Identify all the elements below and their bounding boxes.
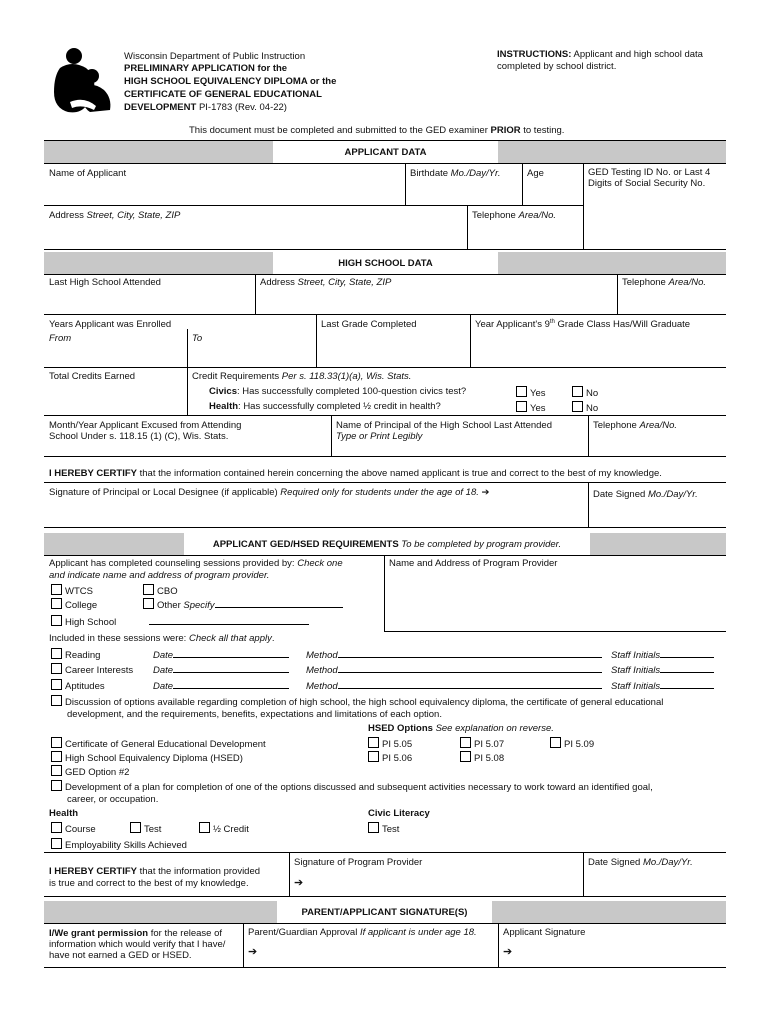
parent-signature-heading: PARENT/APPLICANT SIGNATURE(S)	[301, 907, 468, 918]
to-label: To	[192, 333, 203, 344]
aptitudes-checkbox[interactable]: Aptitudes	[51, 679, 105, 692]
provider-date-label: Date Signed Mo./Day/Yr.	[588, 857, 693, 868]
from-label: From	[49, 333, 72, 344]
applicant-data-heading: APPLICANT DATA	[344, 147, 427, 158]
applicant-name-label: Name of Applicant	[49, 168, 127, 179]
other-checkbox[interactable]: Other Specify	[143, 598, 343, 611]
hs-telephone-label: Telephone Area/No.	[622, 277, 706, 288]
provider-certify-statement: I HEREBY CERTIFY that the information provided	[49, 866, 261, 877]
principal-signature-label: Signature of Principal or Local Designee (if applicable) Required only for students under the age of 18. ➔	[49, 487, 490, 498]
principal-name-note: Type or Print Legibly	[336, 431, 423, 442]
birthdate-label: Birthdate Mo./Day/Yr.	[410, 168, 501, 179]
health-heading: Health	[49, 808, 79, 819]
civics-yes-checkbox[interactable]: Yes	[516, 386, 546, 399]
parent-approval-label: Parent/Guardian Approval If applicant is under age 18.	[248, 927, 477, 938]
hsed-diploma-checkbox[interactable]: High School Equivalency Diploma (HSED)	[51, 751, 243, 764]
excused-label-2: School Under s. 118.15 (1) (C), Wis. Stats.	[49, 431, 229, 442]
aptitudes-method-field[interactable]: Method	[306, 679, 602, 692]
principal-telephone-label: Telephone Area/No.	[593, 420, 677, 431]
reading-method-field[interactable]: Method	[306, 648, 602, 661]
instructions: INSTRUCTIONS: Applicant and high school data	[497, 49, 703, 60]
included-label: Included in these sessions were: Check all that apply.	[49, 633, 275, 644]
grant-permission-statement: I/We grant permission for the release of	[49, 928, 223, 939]
last-hs-label: Last High School Attended	[49, 277, 161, 288]
cbo-checkbox[interactable]: CBO	[143, 584, 178, 597]
half-credit-checkbox[interactable]: ½ Credit	[199, 822, 249, 835]
counseling-label-2: and indicate name and address of program provider.	[49, 570, 270, 581]
employability-checkbox[interactable]: Employability Skills Achieved	[51, 838, 187, 851]
provider-signature-label: Signature of Program Provider	[294, 857, 423, 868]
wtcs-checkbox[interactable]: WTCS	[51, 584, 93, 597]
excused-label: Month/Year Applicant Excused from Attending	[49, 420, 242, 431]
arrow-icon: ➔	[503, 946, 513, 958]
grant-permission-2: information which would verify that I have/	[49, 939, 226, 950]
pi-507-checkbox[interactable]: PI 5.07	[460, 737, 504, 750]
reading-date-field[interactable]: Date	[153, 648, 289, 661]
applicant-signature-label: Applicant Signature	[503, 927, 586, 938]
principal-name-label: Name of Principal of the High School Last Attended	[336, 420, 552, 431]
counseling-label: Applicant has completed counseling sessions provided by: Check one	[49, 558, 343, 569]
pi-509-checkbox[interactable]: PI 5.09	[550, 737, 594, 750]
arrow-icon: ➔	[481, 487, 490, 498]
health-yes-checkbox[interactable]: Yes	[516, 401, 546, 414]
dpi-logo	[50, 46, 116, 116]
submission-notice: This document must be completed and submitted to the GED examiner PRIOR to testing.	[189, 125, 565, 136]
hs-certify-statement: I HEREBY CERTIFY that the information contained herein concerning the above named applicant is true and correct to the best of my knowledge.	[49, 468, 662, 479]
form-title-4: DEVELOPMENT PI-1783 (Rev. 04-22)	[124, 102, 287, 113]
career-initials-field[interactable]: Staff Initials	[611, 663, 714, 676]
principal-date-label: Date Signed Mo./Day/Yr.	[593, 489, 698, 500]
years-enrolled-label: Years Applicant was Enrolled	[49, 319, 172, 330]
provider-label: Name and Address of Program Provider	[389, 558, 558, 569]
form-title-1: PRELIMINARY APPLICATION for the	[124, 63, 288, 74]
hsed-options-label: HSED Options See explanation on reverse.	[368, 723, 554, 734]
form-title-2: HIGH SCHOOL EQUIVALENCY DIPLOMA or the	[124, 76, 337, 87]
discussion-text-2: development, and the requirements, benefits, expectations and limitations of each option.	[67, 709, 442, 720]
career-date-field[interactable]: Date	[153, 663, 289, 676]
aptitudes-date-field[interactable]: Date	[153, 679, 289, 692]
reading-initials-field[interactable]: Staff Initials	[611, 648, 714, 661]
high-school-data-heading: HIGH SCHOOL DATA	[338, 258, 433, 269]
plan-checkbox[interactable]: Development of a plan for completion of one of the options discussed and subsequent activities necessary to work toward an identified goal,	[51, 780, 653, 793]
aptitudes-initials-field[interactable]: Staff Initials	[611, 679, 714, 692]
credits-earned-label: Total Credits Earned	[49, 371, 136, 382]
plan-text-2: career, or occupation.	[67, 794, 159, 805]
college-checkbox[interactable]: College	[51, 598, 97, 611]
high-school-checkbox[interactable]: High School	[51, 615, 309, 628]
agency-name: Wisconsin Department of Public Instruction	[124, 51, 306, 62]
health-test-checkbox[interactable]: Test	[130, 822, 161, 835]
cert-ged-checkbox[interactable]: Certificate of General Educational Development	[51, 737, 266, 750]
ged-id-label: GED Testing ID No. or Last 4	[588, 167, 711, 178]
applicant-telephone-label: Telephone Area/No.	[472, 210, 556, 221]
applicant-address-label: Address Street, City, State, ZIP	[49, 210, 181, 221]
pi-505-checkbox[interactable]: PI 5.05	[368, 737, 412, 750]
pi-508-checkbox[interactable]: PI 5.08	[460, 751, 504, 764]
career-interests-checkbox[interactable]: Career Interests	[51, 663, 133, 676]
ged-id-label-2: Digits of Social Security No.	[588, 178, 706, 189]
instructions-2: completed by school district.	[497, 61, 617, 72]
provider-certify-statement-2: is true and correct to the best of my knowledge.	[49, 878, 249, 889]
civic-test-checkbox[interactable]: Test	[368, 822, 399, 835]
pi-506-checkbox[interactable]: PI 5.06	[368, 751, 412, 764]
requirements-heading: APPLICANT GED/HSED REQUIREMENTS To be completed by program provider.	[212, 539, 562, 550]
last-grade-label: Last Grade Completed	[321, 319, 417, 330]
civics-no-checkbox[interactable]: No	[572, 386, 598, 399]
arrow-icon: ➔	[294, 877, 304, 889]
civic-literacy-heading: Civic Literacy	[368, 808, 430, 819]
credit-requirements-label: Credit Requirements Per s. 118.33(1)(a), Wis. Stats.	[192, 371, 412, 382]
form-number: PI-1783 (Rev. 04-22)	[198, 102, 287, 113]
arrow-icon: ➔	[248, 946, 258, 958]
form-title-3: CERTIFICATE OF GENERAL EDUCATIONAL	[124, 89, 322, 100]
reading-checkbox[interactable]: Reading	[51, 648, 100, 661]
age-label: Age	[527, 168, 544, 179]
grant-permission-3: have not earned a GED or HSED.	[49, 950, 192, 961]
hs-address-label: Address Street, City, State, ZIP	[260, 277, 392, 288]
civics-question: Civics: Has successfully completed 100-question civics test?	[209, 386, 467, 397]
ged-option2-checkbox[interactable]: GED Option #2	[51, 765, 129, 778]
career-method-field[interactable]: Method	[306, 663, 602, 676]
health-no-checkbox[interactable]: No	[572, 401, 598, 414]
health-course-checkbox[interactable]: Course	[51, 822, 96, 835]
health-question: Health: Has successfully completed ½ credit in health?	[209, 401, 441, 412]
ninth-grade-label: Year Applicant's 9th Grade Class Has/Will Graduate	[475, 319, 691, 331]
discussion-checkbox[interactable]: Discussion of options available regarding completion of high school, the high school equivalency diploma, the certificate of general educational	[51, 695, 663, 708]
